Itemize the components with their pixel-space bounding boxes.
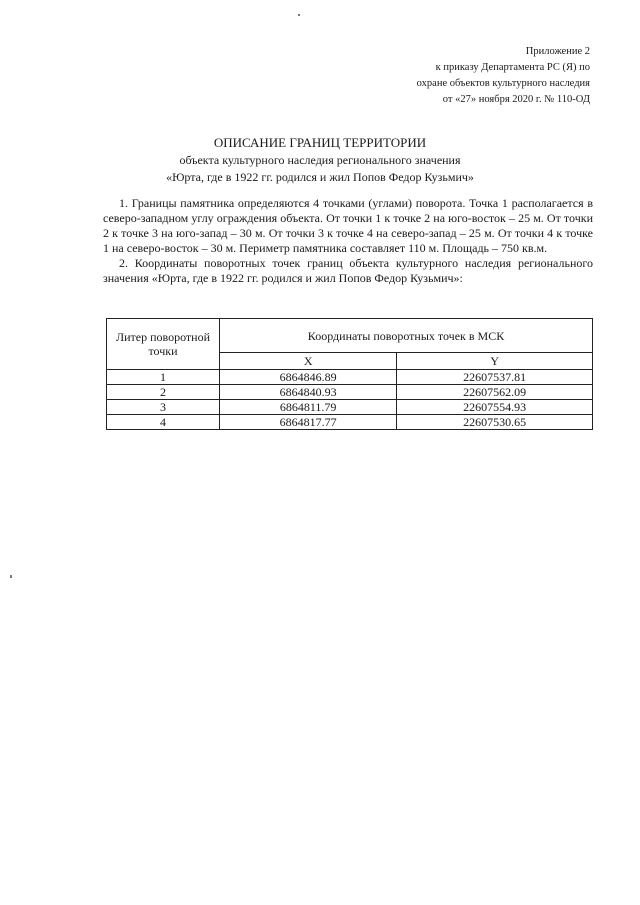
header-x: X: [220, 353, 397, 370]
table-row: [107, 400, 593, 415]
table-row: [107, 385, 593, 400]
cell-y: 22607562.09: [397, 385, 593, 400]
appendix-line: охране объектов культурного наследия: [416, 78, 590, 89]
document-body: [103, 196, 593, 286]
cell-x: 6864811.79: [220, 400, 397, 415]
appendix-line: Приложение 2: [525, 46, 590, 57]
table-row: [107, 415, 593, 430]
cell-point: 4: [107, 415, 220, 430]
table-row: [107, 370, 593, 385]
appendix-line: к приказу Департамента РС (Я) по: [435, 62, 590, 73]
coordinates-table: [106, 318, 593, 430]
cell-x: 6864840.93: [220, 385, 397, 400]
title-subtitle: «Юрта, где в 1922 гг. родился и жил Попов Федор Кузьмич»: [166, 170, 474, 184]
paragraph-boundaries: 1. Границы памятника определяются 4 точками (углами) поворота. Точка 1 располагается в северо-западном углу ограждения объекта. От точки 1 к точке 2 на юго-восток – 25 м. От точки 2 к точке 3 на юго-запад – 30 м. От точки 3 к точке 4 на северо-запад – 25 м. От точки 4 к точке 1 на северо-восток – 30 м. Периметр памятника составляет 110 м. Площадь – 750 кв.м.: [103, 196, 593, 255]
header-y: Y: [397, 353, 593, 370]
document-title: [0, 134, 640, 186]
header-point: Литер поворотной точки: [107, 319, 220, 370]
cell-point: 3: [107, 400, 220, 415]
title-subtitle: объекта культурного наследия регионального значения: [179, 153, 461, 167]
cell-x: 6864846.89: [220, 370, 397, 385]
header-coordinates: Координаты поворотных точек в МСК: [220, 319, 593, 353]
paragraph-coordinates-intro: 2. Координаты поворотных точек границ объекта культурного наследия регионального значения «Юрта, где в 1922 гг. родился и жил Попов Федор Кузьмич»:: [103, 256, 593, 285]
scan-speck-left: [10, 575, 12, 578]
cell-y: 22607530.65: [397, 415, 593, 430]
cell-x: 6864817.77: [220, 415, 397, 430]
appendix-header: [417, 44, 590, 108]
appendix-line: от «27» ноября 2020 г. № 110-ОД: [442, 94, 590, 105]
cell-point: 1: [107, 370, 220, 385]
title-main: ОПИСАНИЕ ГРАНИЦ ТЕРРИТОРИИ: [213, 135, 427, 150]
cell-y: 22607554.93: [397, 400, 593, 415]
scan-speck-top: [298, 14, 300, 16]
cell-point: 2: [107, 385, 220, 400]
cell-y: 22607537.81: [397, 370, 593, 385]
